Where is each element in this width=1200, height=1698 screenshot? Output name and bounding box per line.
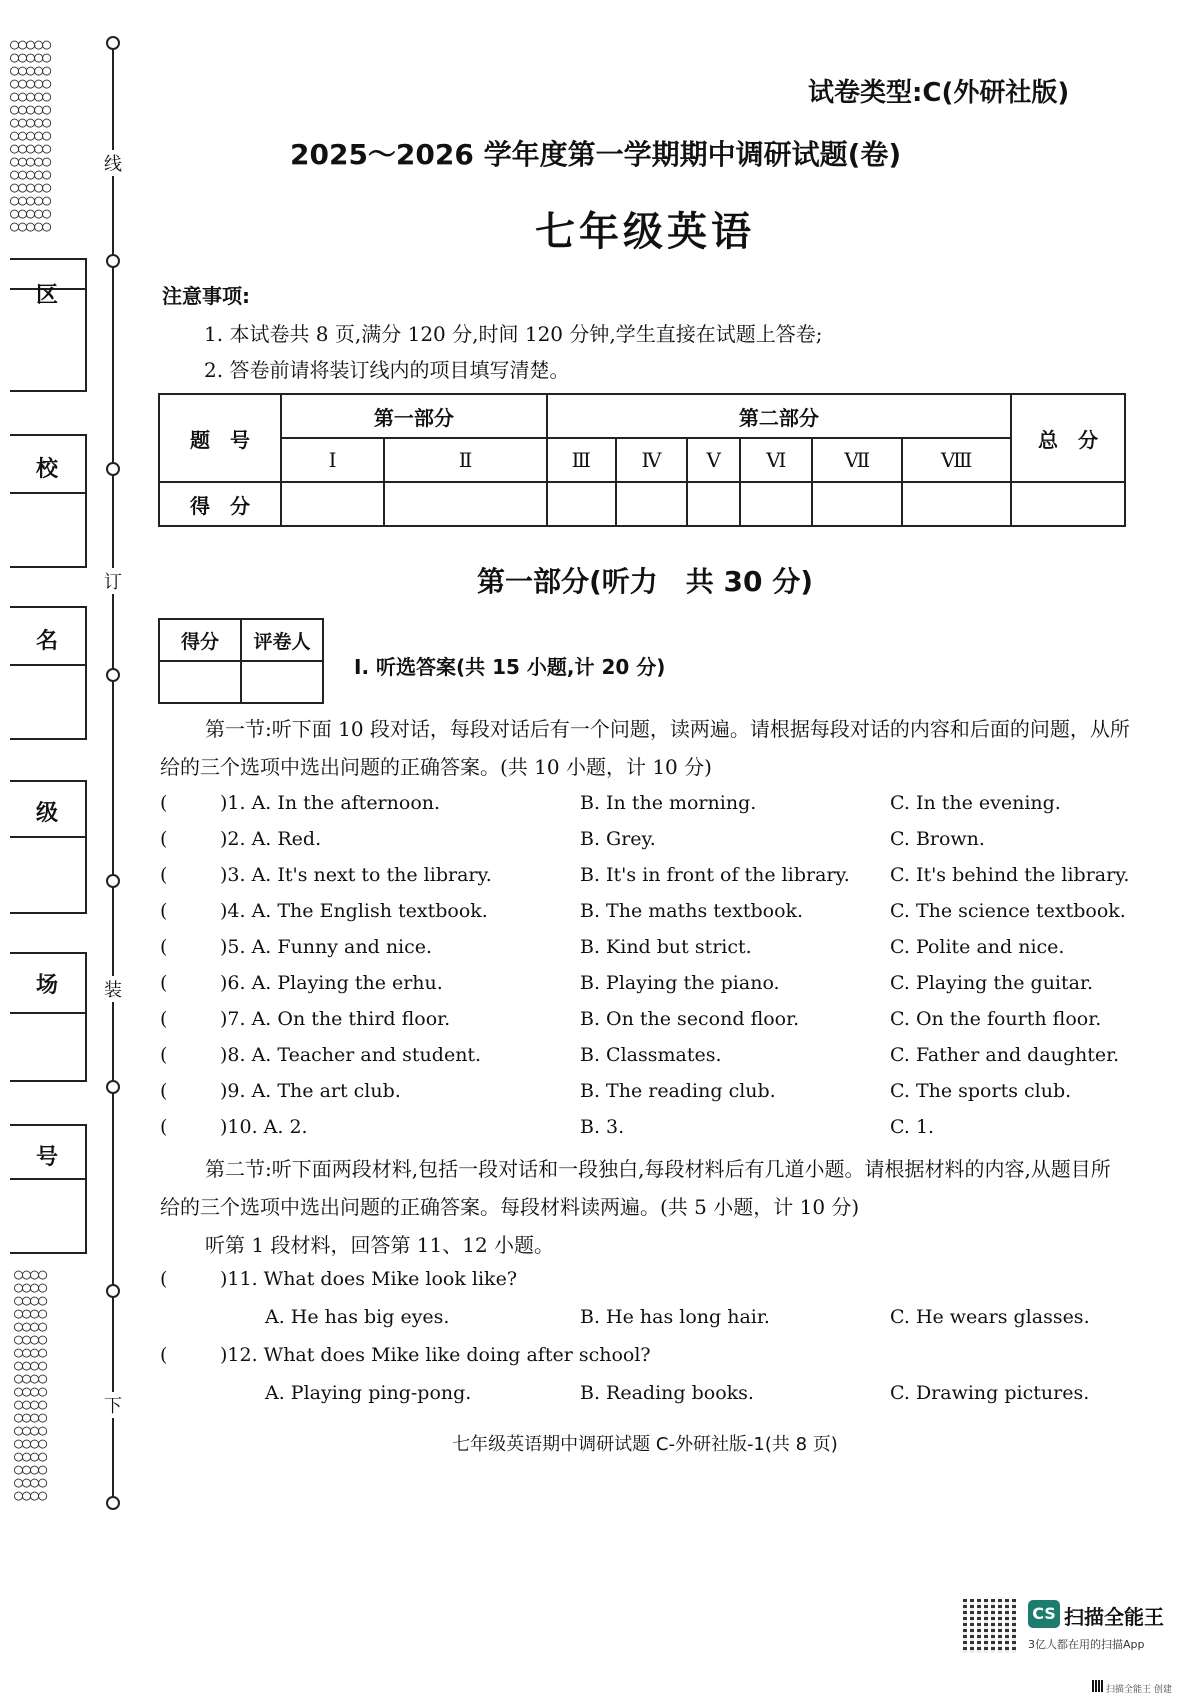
option-b: B. The reading club. [580, 1080, 776, 1102]
option-b: B. It's in front of the library. [580, 864, 850, 886]
question-row [160, 1116, 1140, 1150]
binding-ring [106, 1284, 120, 1298]
binding-ring [106, 36, 120, 50]
question-row [160, 936, 1140, 970]
option-b: B. Kind but strict. [580, 936, 752, 958]
option-b: B. Grey. [580, 828, 656, 850]
camscanner-name: 扫描全能王 [1064, 1605, 1164, 1629]
question-row [160, 1044, 1140, 1078]
score-cell[interactable] [812, 482, 902, 526]
option-c: C. Polite and nice. [890, 936, 1065, 958]
binding-char-ding: 订 [100, 568, 126, 594]
material-1-instruction: 听第 1 段材料，回答第 11、12 小题。 [205, 1233, 555, 1257]
exam-title: 2025～2026 学年度第一学期期中调研试题(卷) [290, 138, 902, 171]
question-text: )12. What does Mike like doing after school? [220, 1344, 651, 1366]
roman-4: Ⅳ [616, 438, 687, 482]
part1-header: 第一部分 [281, 394, 547, 438]
option-c: C. Brown. [890, 828, 985, 850]
option-c: C. Drawing pictures. [890, 1382, 1090, 1404]
option-a: )9. A. The art club. [220, 1080, 401, 1102]
answer-paren[interactable]: ( [160, 900, 168, 922]
option-b: B. Playing the piano. [580, 972, 780, 994]
binding-ring [106, 668, 120, 682]
question-row [160, 828, 1140, 862]
option-a: A. Playing ping-pong. [265, 1382, 472, 1404]
binding-char-zhuang: 装 [100, 976, 126, 1002]
roman-1: Ⅰ [281, 438, 384, 482]
score-cell[interactable] [902, 482, 1011, 526]
question-row [160, 900, 1140, 934]
roman-2: Ⅱ [384, 438, 547, 482]
option-c: C. It's behind the library. [890, 864, 1130, 886]
option-a: )6. A. Playing the erhu. [220, 972, 443, 994]
binding-circles-bottom: ○○○○ ○○○○ ○○○○ ○○○○ ○○○○ ○○○○ ○○○○ ○○○○ ○○○○ ○○○○ ○○○○ ○○○○ ○○○○ ○○○○ ○○○○ ○○○○ ○○○○ ○○○○ [14, 1268, 47, 1504]
binding-ring [106, 462, 120, 476]
option-a: )10. A. 2. [220, 1116, 308, 1138]
option-c: C. Playing the guitar. [890, 972, 1094, 994]
grader-name-cell[interactable] [241, 661, 323, 703]
grader-name-label: 评卷人 [241, 619, 323, 661]
option-b: B. He has long hair. [580, 1306, 770, 1328]
answer-paren[interactable]: ( [160, 1008, 168, 1030]
camscanner-tagline: 3亿人都在用的扫描App [1028, 1638, 1145, 1651]
answer-paren[interactable]: ( [160, 1116, 168, 1138]
score-cell[interactable] [687, 482, 740, 526]
section-title: Ⅰ. 听选答案(共 15 小题,计 20 分) [354, 655, 666, 679]
grader-score-cell[interactable] [159, 661, 241, 703]
answer-paren[interactable]: ( [160, 1268, 168, 1290]
options-row [160, 1306, 1140, 1340]
option-b: B. On the second floor. [580, 1008, 800, 1030]
roman-6: Ⅵ [740, 438, 812, 482]
roman-3: Ⅲ [547, 438, 616, 482]
option-b: B. 3. [580, 1116, 625, 1138]
score-cell[interactable] [616, 482, 687, 526]
option-a: )1. A. In the afternoon. [220, 792, 441, 814]
question-row [160, 1268, 1140, 1302]
option-c: C. The sports club. [890, 1080, 1072, 1102]
notice-item-1: 1. 本试卷共 8 页,满分 120 分,时间 120 分钟,学生直接在试题上答卷; [204, 322, 823, 346]
option-c: C. In the evening. [890, 792, 1061, 814]
question-text: )11. What does Mike look like? [220, 1268, 518, 1290]
option-b: B. Classmates. [580, 1044, 722, 1066]
option-a: )7. A. On the third floor. [220, 1008, 451, 1030]
small-qr-icon [1092, 1680, 1104, 1692]
answer-paren[interactable]: ( [160, 1080, 168, 1102]
binding-ring [106, 1080, 120, 1094]
binding-ring [106, 874, 120, 888]
answer-paren[interactable]: ( [160, 936, 168, 958]
question-row [160, 864, 1140, 898]
roman-7: Ⅶ [812, 438, 902, 482]
grader-table [158, 618, 324, 704]
score-cell[interactable] [547, 482, 616, 526]
score-cell[interactable] [384, 482, 547, 526]
option-b: B. The maths textbook. [580, 900, 804, 922]
score-table [158, 393, 1126, 527]
binding-circles-top: ○○○○○ ○○○○○ ○○○○○ ○○○○○ ○○○○○ ○○○○○ ○○○○○ ○○○○○ ○○○○○ ○○○○○ ○○○○○ ○○○○○ ○○○○○ ○○○○○ ○○○○○ [10, 38, 51, 235]
question-row [160, 972, 1140, 1006]
total-header: 总 分 [1011, 394, 1125, 482]
field-label-district: 区 [35, 283, 58, 308]
option-a: )5. A. Funny and nice. [220, 936, 433, 958]
answer-paren[interactable]: ( [160, 972, 168, 994]
roman-5: Ⅴ [687, 438, 740, 482]
score-cell[interactable] [281, 482, 384, 526]
row-label-score: 得 分 [159, 482, 281, 526]
field-divider [10, 1178, 87, 1180]
field-divider [10, 492, 87, 494]
row-label-number: 题 号 [159, 394, 281, 482]
field-divider [10, 664, 87, 666]
option-c: C. Father and daughter. [890, 1044, 1120, 1066]
option-c: C. The science textbook. [890, 900, 1126, 922]
question-row [160, 1344, 1140, 1378]
field-label-number: 号 [35, 1145, 58, 1170]
field-label-room: 场 [35, 973, 58, 998]
instruction-part1: 第一节:听下面 10 段对话，每段对话后有一个问题，读两遍。请根据每段对话的内容和后面的问题，从所给的三个选项中选出问题的正确答案。(共 10 小题，计 10 分) [160, 717, 1130, 779]
option-a: )3. A. It's next to the library. [220, 864, 492, 886]
question-row [160, 792, 1140, 826]
part2-header: 第二部分 [547, 394, 1011, 438]
option-c: C. On the fourth floor. [890, 1008, 1102, 1030]
answer-paren[interactable]: ( [160, 864, 168, 886]
answer-paren[interactable]: ( [160, 1344, 168, 1366]
paper-type: 试卷类型:C(外研社版) [808, 78, 1070, 108]
field-label-name: 名 [35, 629, 58, 654]
option-a: )2. A. Red. [220, 828, 322, 850]
binding-ring [106, 1496, 120, 1510]
total-score-cell[interactable] [1011, 482, 1125, 526]
score-cell[interactable] [740, 482, 812, 526]
instruction-part2: 第二节:听下面两段材料,包括一段对话和一段独白,每段材料后有几道小题。请根据材料的内容,从题目所给的三个选项中选出问题的正确答案。每段材料读两遍。(共 5 小题，计 10 分) [160, 1157, 1111, 1219]
option-a: )4. A. The English textbook. [220, 900, 488, 922]
field-label-school: 校 [35, 457, 58, 482]
options-row [160, 1382, 1140, 1416]
binding-char-xia: 下 [100, 1392, 126, 1418]
answer-paren[interactable]: ( [160, 828, 168, 850]
option-b: B. In the morning. [580, 792, 757, 814]
option-a: )8. A. Teacher and student. [220, 1044, 482, 1066]
option-b: B. Reading books. [580, 1382, 754, 1404]
part-title: 第一部分(听力 共 30 分) [476, 565, 814, 598]
question-row [160, 1080, 1140, 1114]
binding-char-xian: 线 [100, 150, 126, 176]
option-c: C. 1. [890, 1116, 935, 1138]
roman-8: Ⅷ [902, 438, 1011, 482]
field-divider [10, 1012, 87, 1014]
camscanner-logo: CS [1028, 1600, 1060, 1628]
option-c: C. He wears glasses. [890, 1306, 1090, 1328]
field-divider [10, 836, 87, 838]
notice-heading: 注意事项: [162, 284, 250, 308]
answer-paren[interactable]: ( [160, 1044, 168, 1066]
subject-title: 七年级英语 [535, 209, 755, 255]
option-a: A. He has big eyes. [265, 1306, 450, 1328]
question-row [160, 1008, 1140, 1042]
qr-code-overlay [963, 1599, 1017, 1653]
field-label-class: 级 [35, 801, 58, 826]
page-footer: 七年级英语期中调研试题 C-外研社版-1(共 8 页) [452, 1434, 838, 1455]
notice-item-2: 2. 答卷前请将装订线内的项目填写清楚。 [204, 358, 570, 382]
camscanner-small-text: 扫描全能王 创建 [1106, 1685, 1172, 1695]
grader-score-label: 得分 [159, 619, 241, 661]
answer-paren[interactable]: ( [160, 792, 168, 814]
